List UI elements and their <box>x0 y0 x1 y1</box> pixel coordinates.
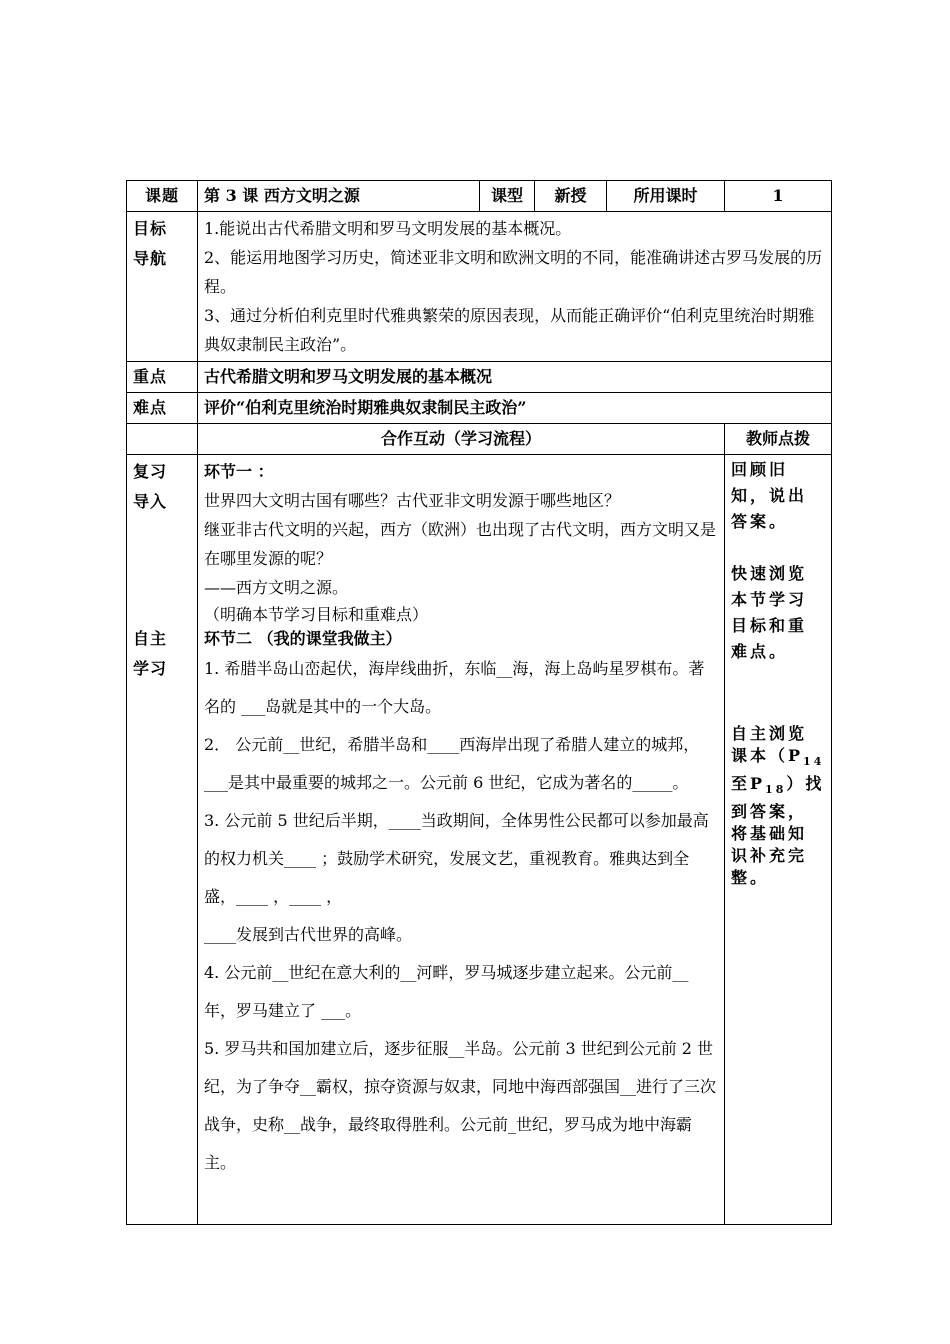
section-labels <box>127 455 198 1225</box>
difficult-point-text: 评价“伯利克里统治时期雅典奴隶制民主政治” <box>198 393 832 424</box>
question-5: 5. 罗马共和国加建立后，逐步征服__半岛。公元前 3 世纪到公元前 2 世纪，为了争夺__霸权，掠夺资源与奴隶，同地中海西部强国__进行了三次战争，史称__战争，最终取得胜利。公元前_世纪，罗马成为地中海霸主。 <box>204 1039 717 1172</box>
teacher-note-3-b: 至P <box>731 774 766 794</box>
teacher-note-3 <box>731 723 825 889</box>
teacher-column-header: 教师点拨 <box>725 424 832 455</box>
teacher-note-3-c: ）找到答案，将基础知识补充完整。 <box>731 774 825 888</box>
section-self-line1: 自主 <box>133 629 168 648</box>
key-point-label: 重点 <box>127 362 198 393</box>
question-3-cont: ____发展到古代世界的高峰。 <box>204 925 413 944</box>
teacher-note-1: 回顾旧知，说出答案。 <box>731 460 808 531</box>
step1-line-3: ——西方文明之源。 <box>204 578 349 597</box>
question-3: 3. 公元前 5 世纪后半期，____当政期间，全体男性公民都可以参加最高的权力机关____ ；鼓励学术研究，发展文艺，重视教育。雅典达到全盛，____ ，____ ， <box>204 811 709 906</box>
header-row <box>127 181 832 212</box>
question-1: 1. 希腊半岛山峦起伏，海岸线曲折，东临__海，海上岛屿星罗棋布。著名的 ___岛就是其中的一个大岛。 <box>204 659 705 716</box>
section-review-line2: 导入 <box>133 492 168 511</box>
step1-line-2: 继亚非古代文明的兴起，西方（欧洲）也出现了古代文明，西方文明又是在哪里发源的呢？ <box>204 520 717 568</box>
goals-content <box>198 212 832 362</box>
goal-item-1: 1.能说出古代希腊文明和罗马文明发展的基本概况。 <box>204 219 572 238</box>
learning-flow <box>198 455 725 1225</box>
teacher-note-2: 快速浏览本节学习目标和重难点。 <box>731 564 808 661</box>
step1-title: 环节一 ： <box>204 462 274 481</box>
step1-line-4: （明确本节学习目标和重难点） <box>204 605 429 624</box>
question-4: 4. 公元前__世纪在意大利的__河畔，罗马城逐步建立起来。公元前__年，罗马建立了 ___。 <box>204 963 689 1020</box>
topic-value: 第 3 课 西方文明之源 <box>198 181 480 212</box>
hours-value: 1 <box>725 181 832 212</box>
hours-label: 所用课时 <box>607 181 725 212</box>
page-start: 14 <box>803 755 825 769</box>
flow-column-header: 合作互动（学习流程） <box>198 424 725 455</box>
key-point-row <box>127 362 832 393</box>
lesson-plan-table <box>126 180 832 1225</box>
empty-cell <box>127 424 198 455</box>
question-2: 2． 公元前__世纪，希腊半岛和____西海岸出现了希腊人建立的城邦，___是其中最重要的城邦之一。公元前 6 世纪，它成为著名的_____。 <box>204 735 700 792</box>
teacher-notes <box>725 455 832 1225</box>
goals-label-line1: 目标 <box>133 219 168 238</box>
page-end: 18 <box>765 783 787 797</box>
goal-item-3: 3、通过分析伯利克里时代雅典繁荣的原因表现，从而能正确评价“伯利克里统治时期雅典奴隶制民主政治”。 <box>204 306 815 354</box>
key-point-text: 古代希腊文明和罗马文明发展的基本概况 <box>198 362 832 393</box>
goal-item-2: 2、能运用地图学习历史，简述亚非文明和欧洲文明的不同，能准确讲述古罗马发展的历程。 <box>204 248 823 296</box>
step2-title: 环节二 （我的课堂我做主） <box>204 629 402 648</box>
section-review-line1: 复习 <box>133 462 168 481</box>
difficult-point-row <box>127 393 832 424</box>
column-header-row <box>127 424 832 455</box>
type-label: 课型 <box>480 181 535 212</box>
step1-line-1: 世界四大文明古国有哪些？古代亚非文明发源于哪些地区？ <box>204 491 621 510</box>
topic-label: 课题 <box>127 181 198 212</box>
goals-label-line2: 导航 <box>133 249 168 268</box>
teacher-note-3-a: 自主浏览课本（P <box>731 724 808 765</box>
goals-label <box>127 212 198 362</box>
main-content-row <box>127 455 832 1225</box>
type-value: 新授 <box>535 181 607 212</box>
difficult-point-label: 难点 <box>127 393 198 424</box>
goals-row <box>127 212 832 362</box>
section-self-line2: 学习 <box>133 659 168 678</box>
